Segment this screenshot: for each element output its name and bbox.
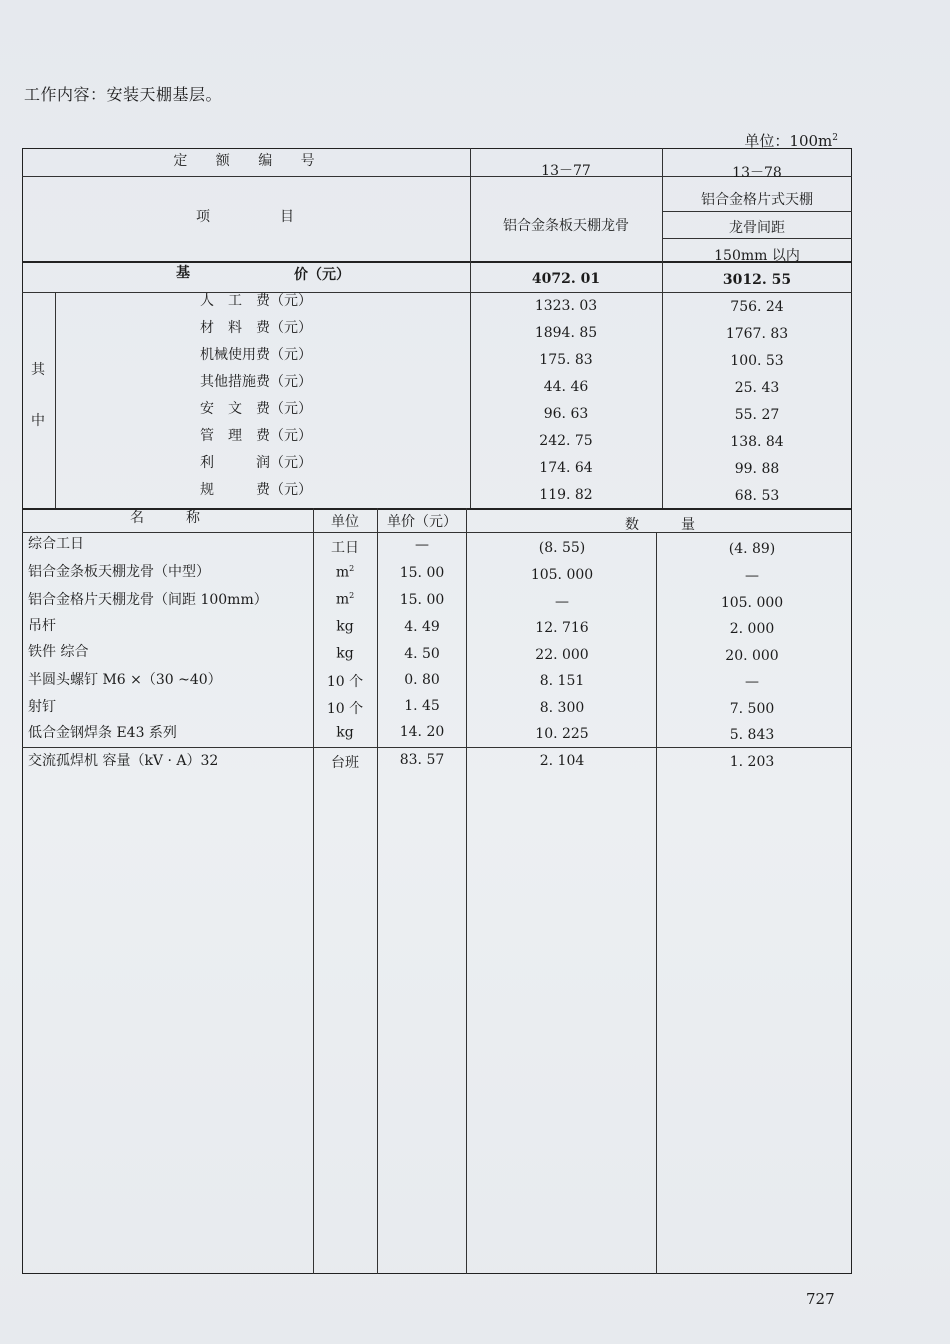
detail-price: 0. 80: [404, 672, 440, 688]
detail-qty-1: 12. 716: [535, 620, 589, 636]
rule: [55, 292, 56, 508]
detail-name: 交流孤焊机 容量（kV · A）32: [28, 753, 219, 769]
detail-qty-2: 7. 500: [729, 701, 775, 717]
detail-unit: 10 个: [326, 701, 364, 717]
rule: [22, 176, 852, 177]
detail-qty-2: 5. 843: [729, 727, 775, 743]
detail-unit: kg: [336, 618, 354, 635]
cost-label: 人 工 费（元）: [200, 293, 312, 309]
detail-qty-1: (8. 55): [538, 540, 586, 556]
cost-value: 25. 43: [734, 380, 780, 396]
detail-price: —: [415, 537, 429, 553]
detail-name: 铝合金格片天棚龙骨（间距 100mm）: [28, 592, 268, 608]
rule: [313, 508, 314, 1274]
detail-price: 15. 00: [399, 592, 445, 608]
col1-name: 铝合金条板天棚龙骨: [503, 218, 629, 234]
detail-name: 半圆头螺钉 M6 ×（30 ~40）: [28, 672, 222, 688]
among-label: 中: [31, 413, 45, 429]
detail-qty-1: —: [555, 594, 569, 610]
item-label: 项 目: [196, 209, 294, 225]
detail-name-header: 名 称: [130, 510, 200, 526]
cost-value: 68. 53: [734, 488, 780, 504]
detail-qty-1: 2. 104: [539, 753, 585, 769]
detail-price: 15. 00: [399, 565, 445, 581]
detail-qty-1: 105. 000: [530, 567, 594, 583]
quota-code-1: 13－77: [541, 163, 591, 179]
detail-price: 83. 57: [399, 752, 445, 768]
rule: [22, 532, 852, 533]
detail-qty-2: 1. 203: [729, 754, 775, 770]
detail-qty-2: 105. 000: [720, 595, 784, 611]
rule: [662, 238, 852, 239]
detail-name: 铝合金条板天棚龙骨（中型）: [28, 564, 210, 580]
base-price-label: 价（元）: [294, 267, 350, 283]
quota-code-label: 定 额 编 号: [173, 153, 327, 169]
cost-value: 1323. 03: [534, 298, 598, 314]
cost-value: 174. 64: [539, 460, 593, 476]
cost-label: 利 润（元）: [200, 455, 312, 471]
cost-label: 安 文 费（元）: [200, 401, 312, 417]
detail-qty-2: —: [745, 674, 759, 690]
cost-value: 96. 63: [543, 406, 589, 422]
detail-price: 1. 45: [404, 698, 440, 714]
base-price-2: 3012. 55: [722, 272, 792, 288]
among-label: 其: [31, 362, 45, 378]
base-price-1: 4072. 01: [531, 271, 601, 287]
detail-unit: 台班: [331, 755, 359, 771]
rule: [22, 292, 852, 293]
cost-value: 175. 83: [539, 352, 593, 368]
rule: [466, 508, 467, 1274]
cost-value: 138. 84: [730, 434, 784, 450]
cost-label: 材 料 费（元）: [200, 320, 312, 336]
cost-value: 756. 24: [730, 299, 784, 315]
cost-label: 其他措施费（元）: [200, 374, 312, 390]
detail-unit-header: 单位: [331, 514, 359, 530]
rule: [22, 747, 852, 748]
detail-qty-header: 数 量: [625, 517, 695, 533]
cost-value: 99. 88: [734, 461, 780, 477]
cost-value: 119. 82: [539, 487, 593, 503]
cost-label: 规 费（元）: [200, 482, 312, 498]
page-number: 727: [806, 1290, 835, 1308]
detail-qty-2: 2. 000: [729, 621, 775, 637]
detail-qty-1: 8. 300: [539, 700, 585, 716]
cost-value: 1894. 85: [534, 325, 598, 341]
rule: [662, 148, 663, 508]
detail-qty-2: (4. 89): [728, 541, 776, 557]
detail-name: 综合工日: [28, 536, 84, 552]
detail-price: 4. 49: [404, 619, 440, 635]
detail-unit: kg: [336, 724, 354, 741]
col2-name-line3: 150mm 以内: [714, 248, 800, 264]
col2-name-line2: 龙骨间距: [729, 220, 785, 236]
detail-name: 铁件 综合: [28, 644, 89, 660]
rule: [656, 532, 657, 1274]
detail-qty-1: 22. 000: [535, 647, 589, 663]
rule: [470, 148, 471, 508]
rule: [377, 508, 378, 1274]
detail-name: 吊杆: [28, 618, 56, 634]
detail-unit: kg: [336, 645, 354, 662]
rule: [662, 211, 852, 212]
detail-price-header: 单价（元）: [387, 514, 457, 530]
cost-value: 1767. 83: [725, 326, 789, 342]
cost-value: 242. 75: [539, 433, 593, 449]
detail-unit: $m^2$: [335, 591, 355, 608]
work-content: 工作内容：安装天棚基层。: [24, 85, 223, 104]
detail-name: 低合金钢焊条 E43 系列: [28, 725, 177, 741]
cost-value: 55. 27: [734, 407, 780, 423]
detail-unit: $m^2$: [335, 564, 355, 581]
detail-name: 射钉: [28, 699, 56, 715]
cost-value: 44. 46: [543, 379, 589, 395]
base-price-label: 基: [176, 265, 190, 281]
detail-price: 14. 20: [399, 724, 445, 740]
detail-unit: 10 个: [326, 674, 364, 690]
quota-code-2: 13－78: [732, 165, 782, 181]
detail-qty-2: —: [745, 568, 759, 584]
detail-qty-1: 10. 225: [535, 726, 589, 742]
col2-name-line1: 铝合金格片式天棚: [701, 192, 813, 208]
cost-label: 管 理 费（元）: [200, 428, 312, 444]
unit-label: 单位：$100m^2$: [744, 132, 838, 150]
detail-unit: 工日: [331, 540, 359, 556]
detail-qty-1: 8. 151: [539, 673, 585, 689]
cost-value: 100. 53: [730, 353, 784, 369]
cost-label: 机械使用费（元）: [200, 347, 312, 363]
detail-price: 4. 50: [404, 646, 440, 662]
detail-qty-2: 20. 000: [725, 648, 779, 664]
